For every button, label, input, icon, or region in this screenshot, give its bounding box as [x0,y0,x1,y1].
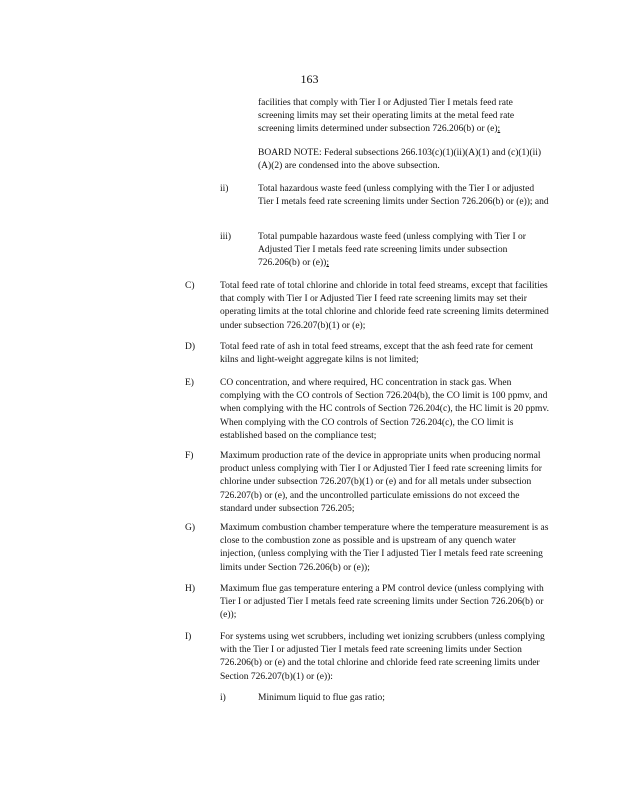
continuation-text: facilities that comply with Tier I or Adjusted Tier I metals feed rate screening limits may set their operating limits at the metal feed rate screening limits determined under subsection 726.206(b) or (e) [258,98,515,135]
subsection-iii-label: iii) [220,232,232,242]
subsection-f-label: F) [185,451,194,461]
subsection-i-i-label: i) [220,693,226,703]
subsection-c-text: Total feed rate of total chlorine and chloride in total feed streams, except that facilities that comply with Tier I or Adjusted Tier I feed rate screening limits may set their operating limits at the total chlorine and chloride feed rate screening limits determined under subsection 726.207(b)(1) or (e); [220,281,549,331]
subsection-i-label: I) [185,632,192,642]
subsection-g-label: G) [185,523,196,533]
subsection-h-text: Maximum flue gas temperature entering a PM control device (unless complying with Tier I or adjusted Tier I metals feed rate screening limits under Section 726.206(b) or (e)); [220,584,544,621]
page-number: 163 [300,72,319,86]
board-note: BOARD NOTE: Federal subsections 266.103(c)(1)(ii)(A)(1) and (c)(1)(ii)(A)(2) are condensed into the above subsection. [258,148,542,172]
subsection-e-label: E) [185,378,194,388]
subsection-g-text: Maximum combustion chamber temperature where the temperature measurement is as close to the combustion zone as possible and is upstream of any quench water injection, (unless complying with the Tier I adjusted Tier I metals feed rate screening limits under Section 726.206(b) or (e)); [220,523,549,573]
subsection-iii-body: Total pumpable hazardous waste feed (unless complying with Tier I or Adjusted Tier I metals feed rate screening limits under subsection 726.206(b) or (e)) [258,232,526,269]
subsection-e-text: CO concentration, and where required, HC concentration in stack gas. When complying with the CO controls of Section 726.204(b), the CO limit is 100 ppmv, and when complying with the HC controls of Section 726.204(c), the HC limit is 20 ppmv. When complying with the CO controls of Section 726.204(c), the CO limit is established based on the compliance test; [220,378,549,441]
subsection-i-i-text: Minimum liquid to flue gas ratio; [258,693,385,703]
subsection-d-text: Total feed rate of ash in total feed streams, except that the ash feed rate for cement kilns and light-weight aggregate kilns is not limited; [220,342,533,366]
subsection-c-label: C) [185,281,195,291]
subsection-f-text: Maximum production rate of the device in appropriate units when producing normal product unless complying with Tier I or Adjusted Tier I feed rate screening limits for chlorine under subsection 726.207(b)(1) or (e) and for all metals under subsection 726.207(b) or (e), and the uncontrolled particulate emissions do not exceed the standard under subsection 726.205; [220,451,542,514]
subsection-h-label: H) [185,584,196,594]
subsection-ii-label: ii) [220,184,229,194]
underlined-semicolon: ; [326,258,329,269]
subsection-i-text: For systems using wet scrubbers, including wet ionizing scrubbers (unless complying with the Tier I or adjusted Tier I metals feed rate screening limits under Section 726.206(b) or (e) and the total chlorine and chloride feed rate screening limits under Section 726.207(b)(1) or (e)): [220,632,545,682]
subsection-d-label: D) [185,342,196,352]
subsection-b-i-continuation [258,97,550,137]
underlined-semicolon: ; [497,124,501,135]
subsection-iii-text [258,231,550,271]
subsection-ii-text: Total hazardous waste feed (unless complying with the Tier I or adjusted Tier I metals feed rate screening limits under Section 726.206(b) or (e)); and [258,184,549,208]
